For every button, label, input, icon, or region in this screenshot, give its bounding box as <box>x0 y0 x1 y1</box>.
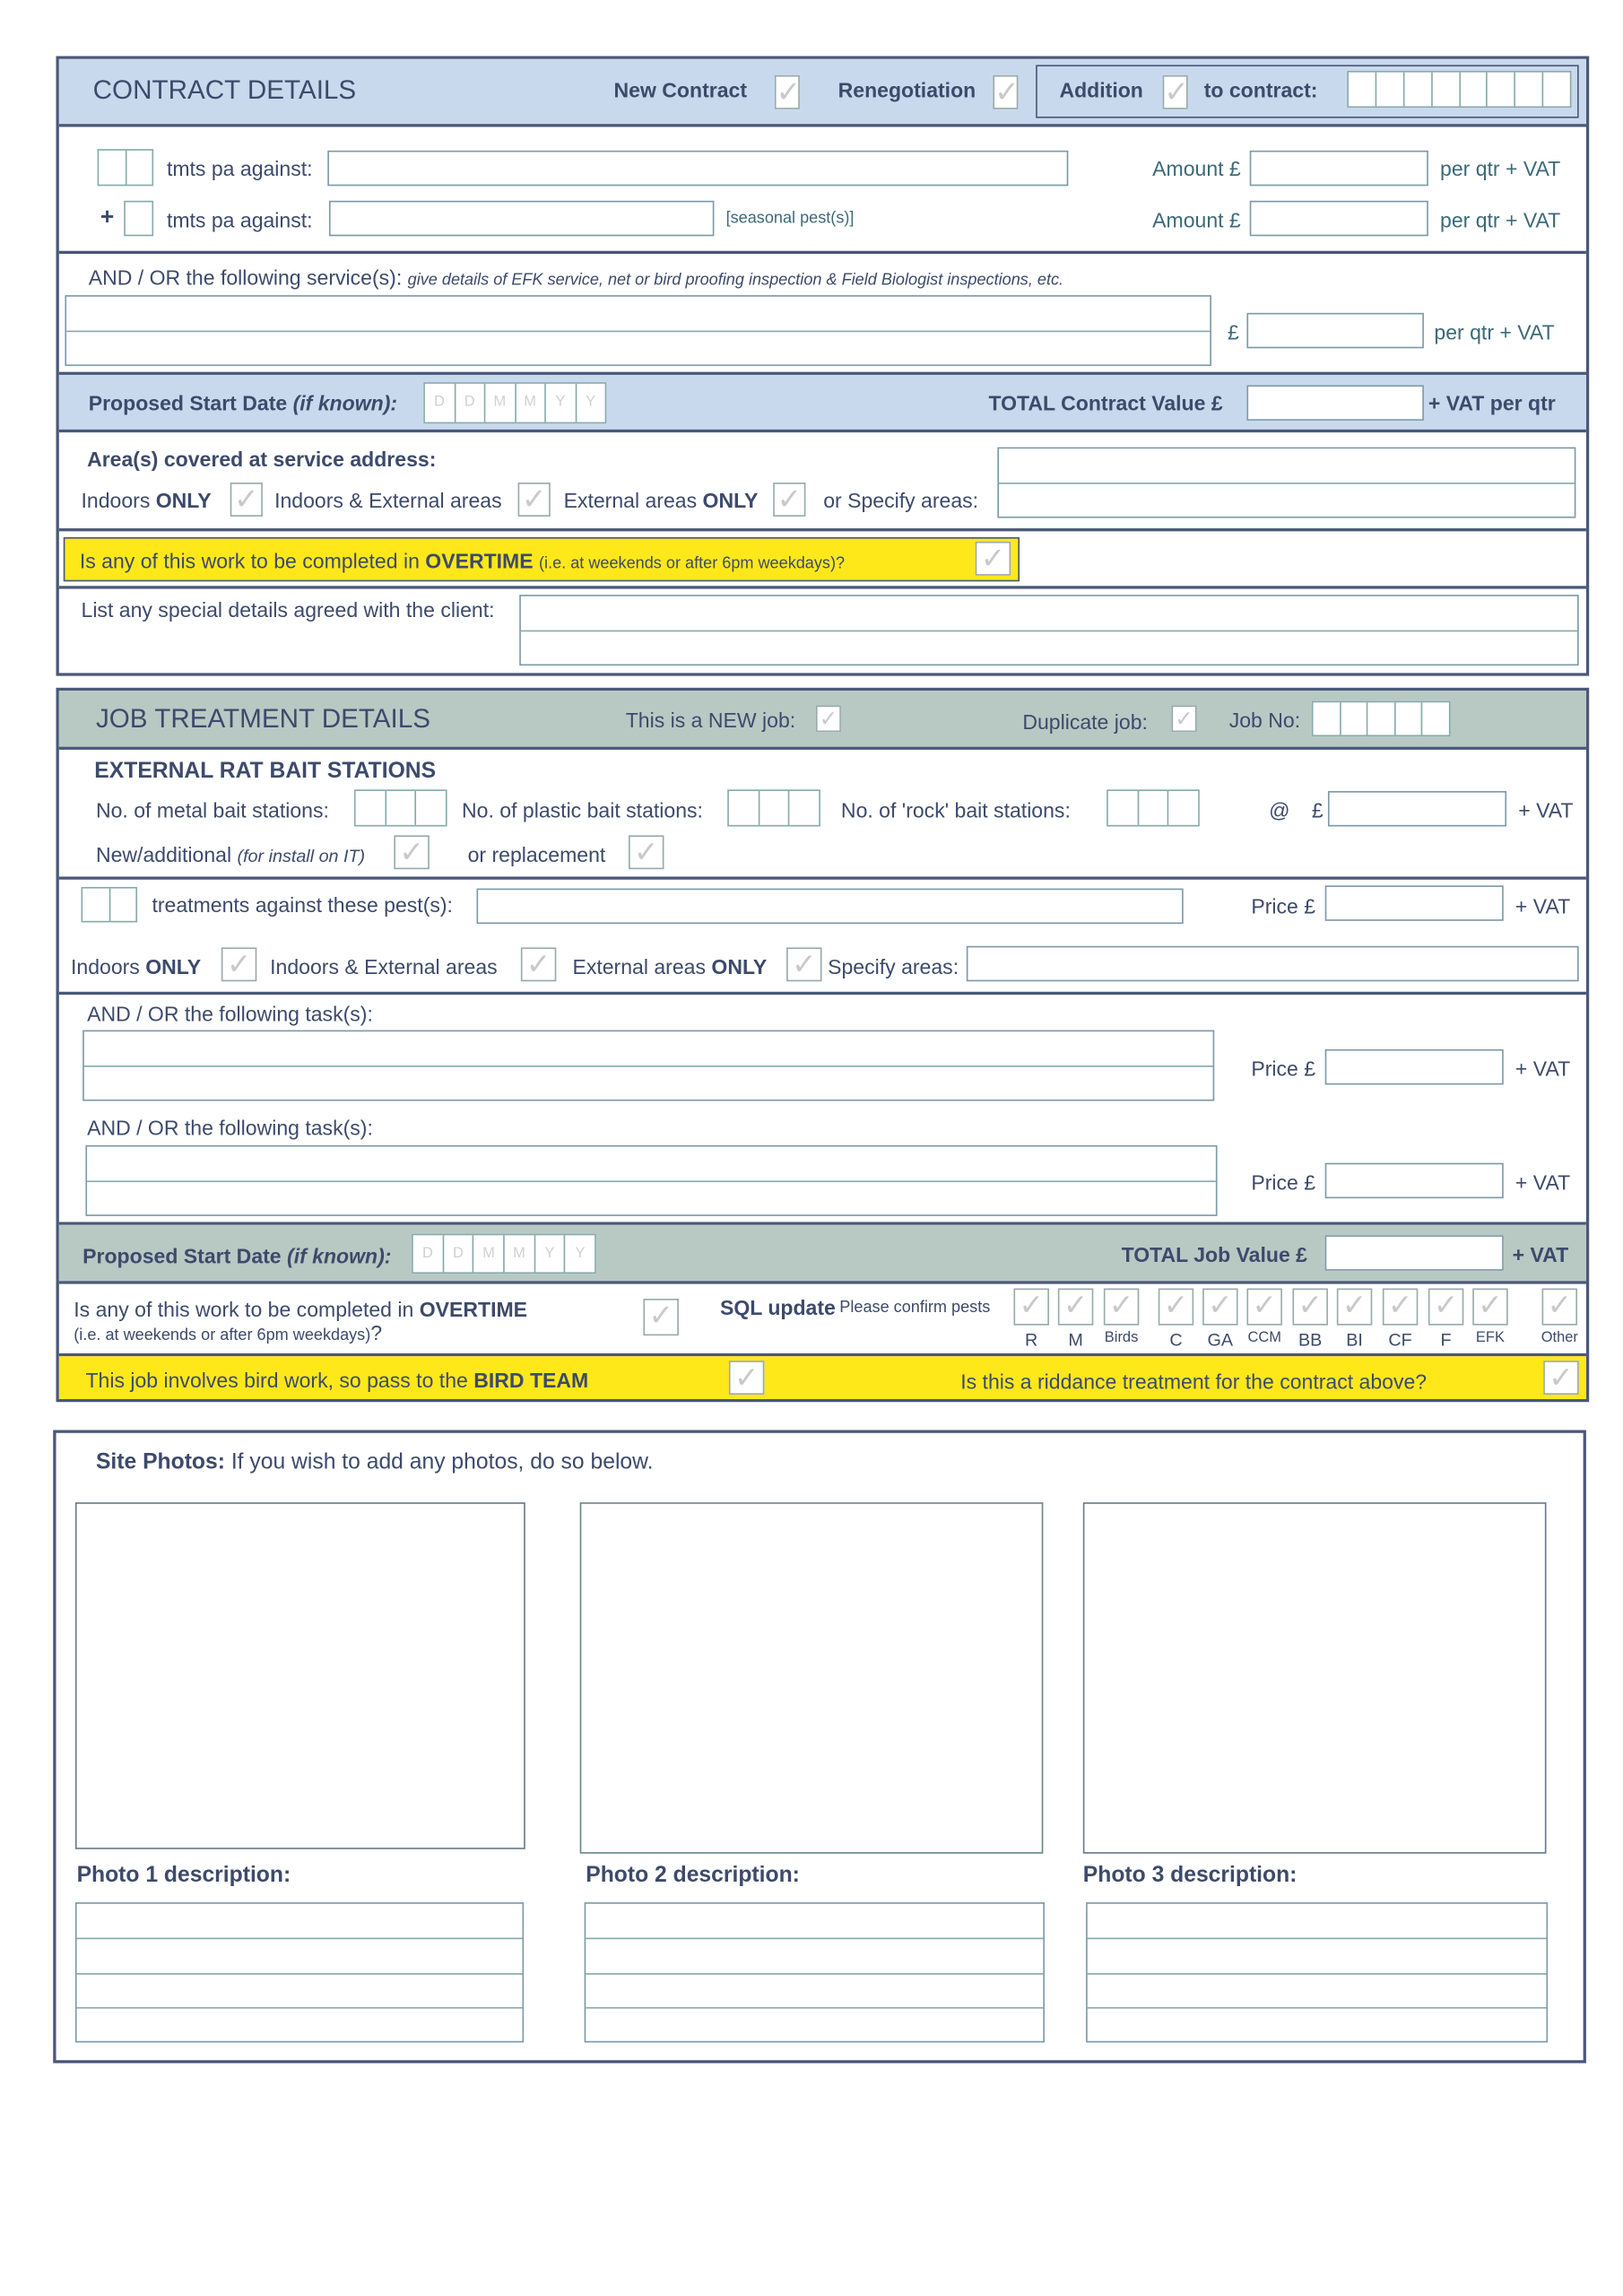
bird-team-checkbox[interactable]: ✓ <box>729 1361 764 1395</box>
external-only-checkbox[interactable]: ✓ <box>786 947 821 981</box>
cell <box>386 791 417 825</box>
cell <box>417 791 446 825</box>
photo-2-description-input[interactable] <box>585 1902 1045 2042</box>
cell <box>790 791 819 825</box>
areas-title: Area(s) covered at service address: <box>87 447 437 471</box>
duplicate-job-checkbox[interactable]: ✓ <box>1172 706 1197 733</box>
pound-label: £ <box>1311 798 1324 822</box>
start-date-text: Proposed Start Date <box>82 1244 282 1268</box>
line-divider <box>77 1938 523 1940</box>
pest-label: CCM <box>1247 1329 1281 1346</box>
pest-label: CF <box>1388 1329 1412 1351</box>
cell <box>1368 702 1396 735</box>
tmts-label: tmts pa against: <box>166 156 313 180</box>
date-cell: M <box>516 384 546 422</box>
price-label: Price £ <box>1251 894 1316 918</box>
external-only-label <box>564 489 759 512</box>
indoors-only-checkbox[interactable]: ✓ <box>221 947 256 981</box>
line-divider <box>586 2006 1043 2008</box>
if-known-text: (if known): <box>292 391 398 415</box>
site-photos-hint: If you wish to add any photos, do so below. <box>230 1448 654 1474</box>
pest-checkbox-birds[interactable]: ✓ <box>1104 1289 1139 1326</box>
pest-checkbox-bb[interactable]: ✓ <box>1292 1289 1327 1326</box>
new-additional-checkbox[interactable]: ✓ <box>394 835 429 869</box>
cell <box>1395 702 1423 735</box>
plus-sign: + <box>100 204 115 230</box>
indoors-external-checkbox[interactable]: ✓ <box>518 483 551 517</box>
photo-2-area[interactable] <box>580 1502 1044 1854</box>
line-divider <box>77 1972 523 1974</box>
treatments-count-input[interactable] <box>98 149 154 186</box>
job-no-label: Job No: <box>1228 708 1301 733</box>
indoors-external-label: Indoors & External areas <box>270 954 498 978</box>
cell <box>1432 73 1460 107</box>
date-cell: Y <box>535 1235 566 1272</box>
confirm-pests-label: Please confirm pests <box>839 1299 991 1317</box>
date-cell: Y <box>546 384 577 422</box>
pest-label: EFK <box>1475 1329 1505 1346</box>
pest-checkbox-ccm[interactable]: ✓ <box>1246 1289 1281 1326</box>
date-cell: Y <box>586 394 596 411</box>
job-number-input[interactable] <box>1312 701 1451 736</box>
date-cell: D <box>444 1235 474 1272</box>
plus-vat-label: + VAT <box>1512 1242 1569 1266</box>
pest-checkbox-cf[interactable]: ✓ <box>1383 1289 1418 1326</box>
cell <box>759 791 790 825</box>
divider <box>59 992 1586 995</box>
cell <box>1108 791 1139 825</box>
tmts-label-2: tmts pa against: <box>166 208 313 232</box>
photo-1-description-label: Photo 1 description: <box>76 1862 291 1888</box>
external-text: External areas <box>563 488 698 512</box>
per-qtr-label: per qtr + VAT <box>1440 156 1561 180</box>
rock-count-input[interactable] <box>1107 789 1200 826</box>
start-date-label <box>82 1244 391 1267</box>
only-text: ONLY <box>145 954 202 978</box>
job-title: JOB TREATMENT DETAILS <box>95 703 431 734</box>
pest-checkbox-m[interactable]: ✓ <box>1058 1289 1093 1326</box>
date-cell: M <box>474 1235 505 1272</box>
plus-vat-label: + VAT <box>1515 1057 1571 1081</box>
overtime-question <box>80 549 845 576</box>
line-divider <box>586 1938 1043 1940</box>
indoors-only-label <box>82 489 212 512</box>
overtime-q-text: Is any of this work to be completed in <box>74 1297 414 1321</box>
sql-update-label: SQL update <box>720 1295 836 1320</box>
pest-label: BI <box>1346 1329 1363 1351</box>
riddance-checkbox[interactable]: ✓ <box>1543 1361 1578 1395</box>
indoors-external-checkbox[interactable]: ✓ <box>521 947 556 981</box>
overtime-text: OVERTIME <box>425 549 534 573</box>
job-overtime-checkbox[interactable]: ✓ <box>643 1299 678 1335</box>
total-contract-label: TOTAL Contract Value £ <box>988 391 1223 415</box>
price-label: Price £ <box>1251 1170 1316 1195</box>
cell <box>1404 73 1432 107</box>
site-photos-title: Site Photos: <box>95 1448 225 1474</box>
photo-3-area[interactable] <box>1083 1502 1547 1854</box>
tasks-input[interactable] <box>82 1031 1214 1101</box>
contract-start-date-input[interactable] <box>423 382 606 423</box>
plus-vat-label: + VAT <box>1518 798 1574 822</box>
seasonal-pests-input[interactable] <box>329 201 714 236</box>
services-hint: give details of EFK service, net or bird proofing inspection & Field Biologist inspections, etc. <box>407 271 1064 290</box>
services-label <box>89 265 1063 292</box>
cell <box>82 889 109 921</box>
at-label: @ <box>1269 798 1290 822</box>
photo-2-description-label: Photo 2 description: <box>586 1862 800 1888</box>
tasks-label: AND / OR the following task(s): <box>87 1002 373 1026</box>
divider <box>59 124 1586 126</box>
tasks-input-2[interactable] <box>85 1145 1217 1216</box>
new-additional-text: New/additional <box>95 842 232 866</box>
pest-label: C <box>1169 1329 1183 1351</box>
to-contract-label: to contract: <box>1203 78 1318 102</box>
pest-checkbox-f[interactable]: ✓ <box>1428 1289 1463 1326</box>
plus-vat-label: + VAT <box>1515 1170 1571 1195</box>
services-title: AND / OR the following service(s): <box>88 265 403 290</box>
job-overtime-question <box>74 1297 527 1320</box>
bird-team-label <box>85 1368 588 1391</box>
per-qtr-label-2: per qtr + VAT <box>1440 208 1561 232</box>
amount-input[interactable] <box>1250 151 1428 186</box>
cell <box>1543 73 1569 107</box>
indoors-text: Indoors <box>81 488 151 512</box>
line-divider <box>586 1972 1043 1974</box>
overtime-q-text: Is any of this work to be completed in <box>79 549 420 573</box>
treatment-price-input[interactable] <box>1325 885 1504 920</box>
cell <box>729 791 759 825</box>
job-start-date-input[interactable] <box>412 1234 596 1274</box>
indoors-only-label <box>71 955 201 978</box>
specify-areas-label: or Specify areas: <box>823 488 979 512</box>
divider <box>59 876 1586 879</box>
pest-label: Other <box>1541 1329 1578 1346</box>
cell <box>1169 791 1198 825</box>
question-mark: ? <box>370 1320 383 1345</box>
replacement-checkbox[interactable]: ✓ <box>629 835 664 869</box>
rock-label: No. of 'rock' bait stations: <box>840 798 1071 822</box>
specify-areas-input[interactable] <box>967 946 1579 981</box>
site-photos-heading <box>95 1448 654 1474</box>
only-text: ONLY <box>702 488 759 512</box>
specify-areas-label: Specify areas: <box>828 954 959 978</box>
pest-checkbox-efk[interactable]: ✓ <box>1472 1289 1507 1326</box>
pests-input[interactable] <box>327 151 1068 186</box>
vat-per-qtr-label: + VAT per qtr <box>1428 391 1556 415</box>
bait-stations-title: EXTERNAL RAT BAIT STATIONS <box>94 758 437 784</box>
pest-checkbox-other[interactable]: ✓ <box>1542 1289 1577 1326</box>
pound-label: £ <box>1228 320 1239 344</box>
renegotiation-label: Renegotiation <box>838 78 976 102</box>
date-cell: M <box>505 1235 535 1272</box>
divider <box>59 586 1586 588</box>
cell <box>1460 73 1488 107</box>
plus-vat-label: + VAT <box>1515 894 1571 918</box>
new-additional-label <box>96 843 365 868</box>
pest-label: M <box>1068 1329 1083 1351</box>
divider <box>59 251 1586 254</box>
total-job-input[interactable] <box>1325 1235 1504 1270</box>
line-divider <box>1088 1938 1547 1940</box>
addition-checkbox[interactable]: ✓ <box>1164 76 1189 109</box>
divider <box>59 1281 1586 1283</box>
only-text: ONLY <box>711 954 768 978</box>
treatment-pests-input[interactable] <box>476 889 1183 924</box>
overtime-hint: (i.e. at weekends or after 6pm weekdays)? <box>539 554 846 573</box>
new-job-checkbox[interactable]: ✓ <box>816 706 841 733</box>
pest-label: R <box>1025 1329 1038 1351</box>
only-text: ONLY <box>155 488 212 512</box>
cell <box>1349 73 1376 107</box>
contract-number-input[interactable] <box>1347 71 1571 108</box>
special-details-input[interactable] <box>519 595 1578 665</box>
date-cell: Y <box>575 1245 586 1262</box>
cell <box>1376 73 1404 107</box>
date-cell: D <box>413 1235 444 1272</box>
pest-checkbox-ga[interactable]: ✓ <box>1202 1289 1237 1326</box>
cell <box>1488 73 1515 107</box>
treatments-count-input[interactable] <box>82 887 138 922</box>
external-only-label <box>572 955 767 978</box>
line-divider <box>1088 1972 1547 1974</box>
plastic-count-input[interactable] <box>727 789 820 826</box>
metal-count-input[interactable] <box>354 789 447 826</box>
pest-label: Birds <box>1104 1329 1139 1346</box>
photo-1-area[interactable] <box>75 1502 525 1849</box>
start-date-text: Proposed Start Date <box>88 391 288 415</box>
pest-checkbox-r[interactable]: ✓ <box>1013 1289 1048 1326</box>
indoors-only-checkbox[interactable]: ✓ <box>230 483 263 517</box>
pest-checkbox-bi[interactable]: ✓ <box>1337 1289 1372 1326</box>
price-label: Price £ <box>1251 1057 1316 1081</box>
if-known-text: (if known): <box>287 1244 392 1268</box>
replacement-label: or replacement <box>467 842 606 866</box>
divider <box>59 747 1586 750</box>
date-cell: D <box>425 384 456 422</box>
tasks-price-input[interactable] <box>1325 1049 1504 1084</box>
job-overtime-hint <box>74 1321 382 1344</box>
services-input[interactable] <box>65 295 1211 366</box>
cell <box>1515 73 1543 107</box>
photo-3-description-label: Photo 3 description: <box>1082 1862 1298 1888</box>
overtime-checkbox[interactable]: ✓ <box>976 542 1011 576</box>
date-cell: D <box>456 384 486 422</box>
cell <box>126 151 152 185</box>
overtime-text: OVERTIME <box>419 1297 528 1321</box>
line-divider <box>1088 2006 1547 2008</box>
bird-team-text: This job involves bird work, so pass to the <box>85 1368 468 1392</box>
plastic-label: No. of plastic bait stations: <box>462 798 703 822</box>
seasonal-count-input[interactable] <box>124 201 153 236</box>
specify-areas-input[interactable] <box>997 448 1575 518</box>
cell <box>1423 702 1449 735</box>
services-amount-input[interactable] <box>1246 313 1423 348</box>
for-install-text: (for install on IT) <box>237 845 366 866</box>
special-details-label: List any special details agreed with the client: <box>81 597 495 622</box>
pest-checkbox-c[interactable]: ✓ <box>1159 1289 1193 1326</box>
external-only-checkbox[interactable]: ✓ <box>773 483 805 517</box>
divider <box>59 430 1586 432</box>
riddance-label: Is this a riddance treatment for the contract above? <box>960 1370 1428 1394</box>
divider <box>59 528 1586 531</box>
duplicate-job-label: Duplicate job: <box>1022 709 1148 734</box>
metal-label: No. of metal bait stations: <box>95 798 329 822</box>
start-date-label <box>89 391 397 414</box>
per-qtr-label-3: per qtr + VAT <box>1434 320 1555 344</box>
photo-1-description-input[interactable] <box>75 1902 524 2042</box>
pest-label: F <box>1440 1329 1452 1351</box>
seasonal-hint: [seasonal pest(s)] <box>725 209 855 228</box>
cell <box>356 791 386 825</box>
cell <box>1313 702 1341 735</box>
cell <box>110 889 136 921</box>
indoors-text: Indoors <box>70 954 140 978</box>
amount-label-2: Amount £ <box>1152 208 1241 232</box>
pest-label: BB <box>1298 1329 1323 1351</box>
cell <box>1139 791 1169 825</box>
new-contract-checkbox[interactable]: ✓ <box>776 76 802 109</box>
bird-team-bold: BIRD TEAM <box>473 1368 589 1392</box>
treatments-label: treatments against these pest(s): <box>152 892 453 917</box>
date-cell: M <box>485 384 516 422</box>
contract-title: CONTRACT DETAILS <box>92 74 357 105</box>
photo-3-description-input[interactable] <box>1086 1902 1548 2042</box>
tasks-label-2: AND / OR the following task(s): <box>87 1115 373 1140</box>
overtime-hint: (i.e. at weekends or after 6pm weekdays) <box>74 1326 371 1345</box>
new-contract-label: New Contract <box>613 78 748 102</box>
line-divider <box>77 2006 523 2008</box>
pest-label: GA <box>1207 1329 1234 1351</box>
addition-label: Addition <box>1059 78 1143 102</box>
new-job-label: This is a NEW job: <box>625 708 796 733</box>
tasks-price-input-2[interactable] <box>1325 1163 1504 1198</box>
indoors-external-label: Indoors & External areas <box>274 488 502 512</box>
external-text: External areas <box>572 954 707 978</box>
bait-price-input[interactable] <box>1328 791 1506 826</box>
cell <box>1341 702 1368 735</box>
total-job-label: TOTAL Job Value £ <box>1121 1242 1307 1266</box>
amount-label: Amount £ <box>1152 156 1241 180</box>
amount-input-2[interactable] <box>1250 201 1428 236</box>
total-contract-input[interactable] <box>1246 385 1423 420</box>
cell <box>99 151 126 185</box>
cell <box>126 202 152 234</box>
renegotiation-checkbox[interactable]: ✓ <box>994 76 1020 109</box>
